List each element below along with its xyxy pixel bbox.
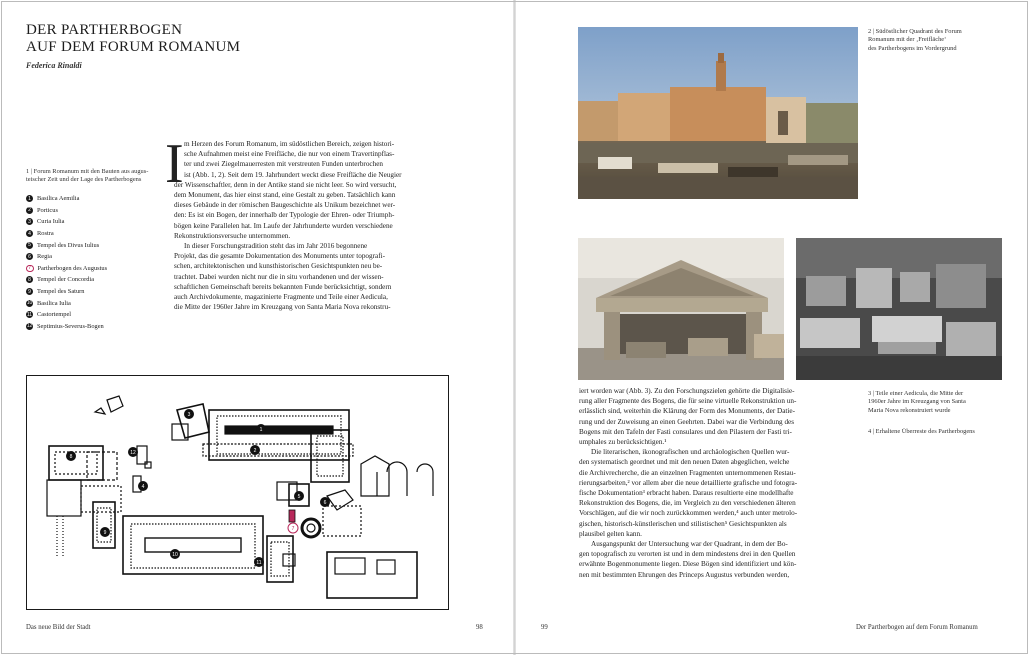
legend-number-highlighted: 7 [26, 265, 34, 273]
legend-item [26, 309, 166, 321]
legend-item [26, 228, 166, 240]
text-line: der Wissenschaftler, denn in der Antike stand sie nicht leer. So wird versucht, [174, 180, 397, 189]
drop-cap: I [165, 133, 184, 195]
figure-2-caption-line: Romanum mit der ‚Freifläche‘ [868, 36, 947, 44]
legend-number: 6 [26, 253, 33, 260]
running-footer-right: Der Partherbogen auf dem Forum Romanum [856, 624, 978, 631]
text-line: fische Dokumentation³ erbracht haben. Daraus resultierte eine modellhafte [579, 489, 794, 498]
svg-text:9: 9 [103, 530, 107, 536]
forum-photo [578, 27, 858, 199]
text-line: die Mitte der 1960er Jahre im Kreuzgang von Santa Maria Nova rekonstru- [174, 303, 391, 312]
figure-3-caption-line: Maria Nova rekonstruiert wurde [868, 406, 951, 414]
text-line: rierungsarbeiten,² vor allem aber die neue detaillierte grafische und fotogra- [579, 478, 798, 487]
legend-number: 12 [26, 323, 33, 330]
legend-number: 3 [26, 218, 33, 225]
svg-text:8: 8 [69, 454, 73, 460]
text-line: trachtet. Dabei wurden nicht nur die in situ vorhandenen und der wissen- [174, 272, 384, 281]
text-line: gischen, historisch-künstlerischen und stilistischen⁵ Gesichtspunkten als [579, 519, 787, 528]
legend-item [26, 193, 166, 205]
text-line: erwähnte Bogenmonumente liegen. Diese Bögen sind identifiziert und kön- [579, 560, 797, 569]
author-name: Federica Rinaldi [26, 61, 82, 70]
legend-label: Rostra [37, 230, 54, 238]
text-line: Bogens mit den Tafeln der Fasti consulares und den Pilastern der Fasti tri- [579, 427, 792, 436]
svg-text:11: 11 [256, 560, 262, 566]
legend-item [26, 321, 166, 333]
svg-text:3: 3 [187, 412, 191, 418]
legend-label: Castortempel [37, 311, 72, 319]
body-text-left [174, 139, 446, 312]
figure-3-caption-line: 3 | Teile einer Aedicula, die Mitte der [868, 390, 964, 397]
arch-remains-photo [796, 238, 1002, 380]
chapter-title-line1: DER PARTHERBOGEN [26, 22, 183, 38]
legend-item-highlighted [26, 263, 166, 275]
figure-2-caption-line: des Partherbogens im Vordergrund [868, 44, 957, 52]
legend-number: 2 [26, 207, 33, 214]
figure-2-caption [868, 28, 988, 53]
parthian-arch-marker [289, 510, 295, 522]
svg-text:2: 2 [253, 448, 257, 454]
text-line: rung aller Fragmente des Bogens, die für seine virtuelle Rekonstruktion un- [579, 397, 797, 406]
legend-number: 9 [26, 288, 33, 295]
legend-number: 5 [26, 242, 33, 249]
legend-label: Tempel des Saturn [37, 288, 85, 296]
legend-number: 8 [26, 276, 33, 283]
legend-label: Tempel des Divus Iulius [37, 241, 100, 249]
legend-number: 4 [26, 230, 33, 237]
legend-label: Septimius-Severus-Bogen [37, 322, 104, 330]
text-line: Vorschlägen, auf die wir noch zurückkommen werden,⁴ auch unter metrolo- [579, 509, 798, 518]
text-line: den systematisch geordnet und mit den neuen Daten abgeglichen, welche [579, 458, 790, 467]
figure-2-caption-line: 2 | Südöstlicher Quadrant des Forum [868, 28, 962, 35]
legend-label: Porticus [37, 206, 58, 214]
legend-item [26, 251, 166, 263]
text-line: sche Aufnahmen meist eine Freifläche, die nur von einem Travertinpflas- [184, 150, 395, 159]
text-line: schaftlichen Gemeinschaft bereits bekannten Funde berücksichtigt, sondern [174, 282, 392, 291]
text-line: Rekonstruktionsversuche unternommen. [174, 231, 291, 240]
text-line: auch Archivdokumente, magazinierte Fragmente und Teile einer Aedicula, [174, 293, 388, 302]
chapter-title [26, 22, 240, 56]
text-line: Die literarischen, ikonografischen und archäologischen Quellen wur- [591, 448, 790, 457]
legend-label: Partherbogen des Augustus [37, 264, 108, 272]
forum-plan-drawing [27, 376, 448, 609]
page-number-left: 98 [476, 624, 483, 631]
legend-item [26, 216, 166, 228]
forum-plan-figure [26, 375, 449, 610]
svg-text:10: 10 [172, 552, 178, 558]
legend-item [26, 286, 166, 298]
legend-number: 10 [26, 300, 33, 307]
page-number-right: 99 [541, 624, 548, 631]
body-text-right [579, 386, 857, 580]
legend-label: Basilica Iulia [37, 299, 71, 307]
legend-label: Tempel der Concordia [37, 276, 95, 284]
legend-label: Curia Iulia [37, 218, 65, 226]
legend-item [26, 239, 166, 251]
text-line: bögen keine Parallelen hat. Im Laufe der Jahrhunderte wurden verschiedene [174, 221, 393, 230]
text-line: plausibel gelten kann. [579, 529, 642, 538]
text-line: erlässlich sind, weiterhin die Klärung der Form des Monuments, der Datie- [579, 407, 795, 416]
aedicula-photo [578, 238, 784, 380]
text-line: In dieser Forschungstradition steht das im Jahr 2016 begonnene [184, 242, 368, 251]
figure-4-caption: 4 | Erhaltene Überreste des Partherbogens [868, 428, 975, 435]
text-line: dem Monument, das hier einst stand, eine Gestalt zu geben. Tatsächlich kann [174, 191, 396, 200]
legend-item [26, 297, 166, 309]
legend-label: Regia [37, 253, 52, 261]
text-line: Rekonstruktion des Bogens, die, im Vergleich zu den verschiedenen älteren [579, 499, 796, 508]
text-line: gen topografisch zu verorten ist und in dem mindestens drei in den Quellen [579, 550, 796, 559]
svg-text:5: 5 [297, 494, 301, 500]
svg-text:4: 4 [141, 484, 145, 490]
figure-1-caption [26, 168, 161, 185]
text-line: nen mit bestimmten Ehrungen des Princeps Augustus verbunden werden, [579, 570, 790, 579]
text-line: ter und zwei Ziegelmauerresten mit verstreuten Funden unterbrochen [184, 160, 383, 169]
text-line: ist (Abb. 1, 2). Seit dem 19. Jahrhundert weckt diese Freifläche die Neugier [184, 170, 402, 179]
map-legend [26, 193, 166, 332]
svg-text:6: 6 [323, 500, 327, 506]
gutter [513, 0, 516, 655]
text-line: den: Es ist ein Bogen, der innerhalb der Typologie der Ehren- oder Triumph- [174, 211, 395, 220]
text-line: rung und der Zuweisung an einen Geehrten. Dabei war die Verbindung des [579, 417, 795, 426]
svg-text:7: 7 [291, 526, 295, 532]
figure-1-caption-line2: teischer Zeit und der Lage des Partherbogens [26, 176, 142, 184]
text-line: Projekt, das die gesamte Dokumentation des Monuments unter topografi- [174, 252, 385, 261]
text-line: dieses Gebäude in der römischen Baugeschichte als Unikum bezeichnet wer- [174, 201, 396, 210]
svg-text:12: 12 [130, 450, 136, 456]
legend-label: Basilica Aemilia [37, 195, 80, 203]
legend-number: 11 [26, 311, 33, 318]
legend-item [26, 274, 166, 286]
text-line: m Herzen des Forum Romanum, im südöstlichen Bereich, zeigen histori- [184, 140, 395, 148]
text-line: umphales zu berücksichtigen.¹ [579, 438, 667, 447]
figure-3-caption [868, 390, 1008, 415]
running-footer-left: Das neue Bild der Stadt [26, 624, 91, 631]
figure-1-caption-line1: 1 | Forum Romanum mit den Bauten aus augus- [26, 168, 149, 175]
text-line: Ausgangspunkt der Untersuchung war der Quadrant, in dem der Bo- [591, 540, 788, 549]
figure-3-caption-line: 1960er Jahre im Kreuzgang von Santa [868, 398, 966, 406]
legend-item [26, 205, 166, 217]
text-line: die Archivrecherche, die an einzelnen Fragmenten unternommenen Restau- [579, 468, 796, 477]
svg-text:1: 1 [259, 427, 263, 433]
text-line: iert worden war (Abb. 3). Zu den Forschungszielen gehörte die Digitalisie- [579, 387, 795, 395]
legend-number: 1 [26, 195, 33, 202]
text-line: schen, architektonischen und kunsthistorischen Gesichtspunkten neu be- [174, 262, 383, 271]
chapter-title-line2: AUF DEM FORUM ROMANUM [26, 39, 241, 55]
